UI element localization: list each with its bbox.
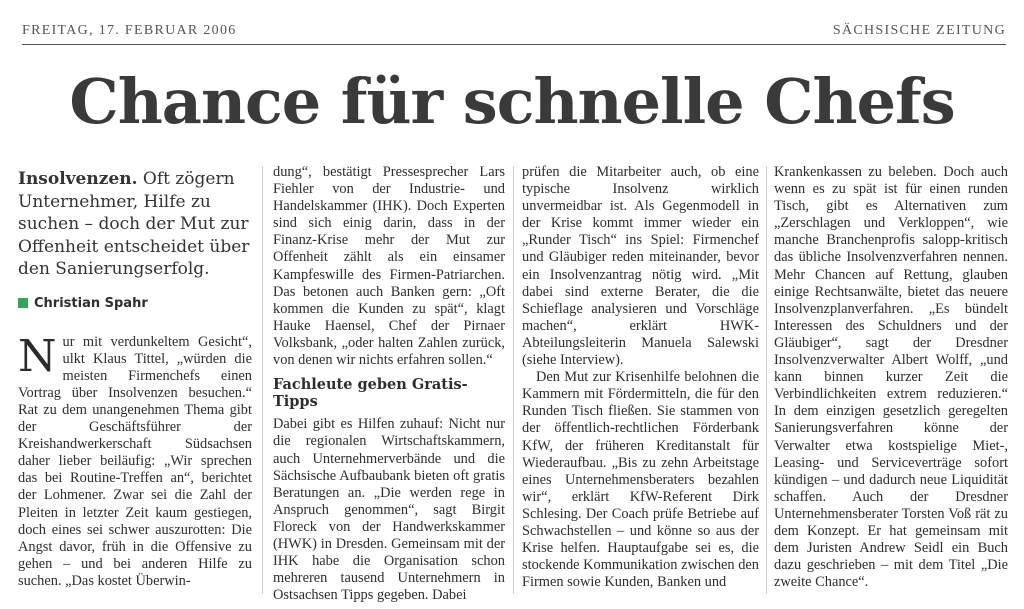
body-paragraph: dung“, bestätigt Pressesprecher Lars Fiehler von der Industrie- und Handelskammer (IHK). Doch Experten sind sich einig darin, dass in der Finanz-Krise mehr der Mut zur Offenheit zählt als ein einsamer Kampfeswille des Firmen-Patriarchen. Das betonen auch Banken gern: „Oft kommen die Kunden zu spät“, klagt Hauke Haensel, Chef der Pirnaer Volksbank, „oder halten Zahlen zurück, von denen wir nichts erfahren sollen.“ (273, 164, 505, 369)
column-divider (766, 166, 767, 594)
body-paragraph: Dabei gibt es Hilfen zuhauf: Nicht nur die regionalen Wirtschaftskammern, auch Unternehmerverbände und die Sächsische Aufbaubank bieten oft gratis Beratungen an. „Die werden rege in Anspruch genommen“, sagt Birgit Floreck von der Handwerkskammer (HWK) in Dresden. Gemeinsam mit der IHK habe die Organisation schon mehreren tausend Unternehmern in Ostsachsen Tipps gegeben. Dabei (273, 416, 505, 604)
body-paragraph: Krankenkassen zu beleben. Doch auch wenn es zu spät ist für einen runden Tisch, gibt es Alternativen zum „Zerschlagen und Verkloppen“, wie manche Branchenprofis salopp-kritisch das übliche Insolvenzverfahren nennen. Mehr Chancen auf Rettung, glauben einige Rechtsanwälte, bietet das neuere Insolvenzplanverfahren. „Es bündelt Interessen des Schuldners und der Gläubiger“, sagt der Dresdner Insolvenzverwalter Albert Wolff, „und kann binnen kurzer Zeit die Verbindlichkeiten extrem reduzieren.“ In dem einzigen gesetzlich geregelten Sanierungsverfahren könne der Verwalter etwa kostspielige Miet-, Leasing- und Serviceverträge sofort kündigen – und dadurch neue Liquidität schaffen. Auch der Dresdner Unternehmensberater Torsten Voß rät zu dem Konzept. Er hat gemeinsam mit dem Juristen Andrew Seidl ein Buch dazu geschrieben – mit dem Titel „Die zweite Chance“. (774, 164, 1008, 591)
teaser-kicker: Insolvenzen. (18, 169, 138, 189)
column-divider (262, 166, 263, 594)
article-column-2 (273, 164, 505, 604)
body-text: ur mit verdunkeltem Gesicht“, ulkt Klaus Tittel, „würden die meisten Firmenchefs einen Vortrag über Insolvenzen besuchen.“ Rat zu dem unangenehmen Thema gibt der Geschäftsführer der Kreishandwerkerschaft Südsachsen daher lieber beiläufig: „Wir sprechen das bei Routine-Treffen an“, berichtet der Lohmener. Zwar sei die Zahl der Pleiten in letzter Zeit kaum gestiegen, doch eines sei schwer auszurotten: Die Angst davor, früh in die Offensive zu gehen – und bei anderen Hilfe zu suchen. „Das kostet Überwin- (18, 333, 252, 589)
article-column-3 (522, 164, 759, 591)
column-divider (513, 166, 514, 594)
byline-marker-icon (18, 298, 28, 308)
headline: Chance für schnelle Chefs (69, 65, 955, 138)
article-column-4 (774, 164, 1008, 591)
newspaper-name: SÄCHSISCHE ZEITUNG (832, 23, 1006, 38)
subheading: Fachleute geben Gratis-Tipps (273, 376, 468, 411)
body-paragraph: Den Mut zur Krisenhilfe belohnen die Kammern mit Fördermitteln, die für den Runden Tisch fließen. Sie stammen von der öffentlich-rechtlichen Förderbank KfW, der früheren Kreditanstalt für Wiederaufbau. „Bis zu zehn Arbeitstage eines Unternehmensberaters bezahlen wir“, erklärt KfW-Referent Dirk Schlesing. Der Coach prüfe Betriebe auf Schwachstellen – und könne so aus der Krise helfen. Hauptaufgabe sei es, die stockende Kommunikation zwischen den Firmen sowie Kunden, Banken und (522, 369, 759, 591)
article-column-1 (18, 168, 252, 590)
body-paragraph: prüfen die Mitarbeiter auch, ob eine typische Insolvenz wirklich unvermeidbar ist. Als Gegenmodell in der Krise kommt immer wieder ein „Runder Tisch“ ins Spiel: Firmenchef und Gläubiger reden miteinander, bevor ein Insolvenzantrag nötig wird. „Mit dabei sind externe Berater, die die Schieflage analysieren und Vorschläge machen“, erklärt HWK-Abteilungsleiterin Manuela Salewski (siehe Interview). (522, 164, 759, 369)
teaser-text: Oft zögern Unternehmer, Hilfe zu suchen – doch der Mut zur Offenheit entscheidet über den Sanierungserfolg. (18, 169, 250, 279)
drop-cap: N (18, 330, 57, 382)
masthead (22, 22, 1006, 45)
teaser (18, 168, 252, 281)
author-name: Christian Spahr (34, 295, 148, 311)
body-paragraph (18, 330, 252, 590)
byline (18, 295, 252, 312)
issue-date: FREITAG, 17. FEBRUAR 2006 (22, 23, 237, 38)
